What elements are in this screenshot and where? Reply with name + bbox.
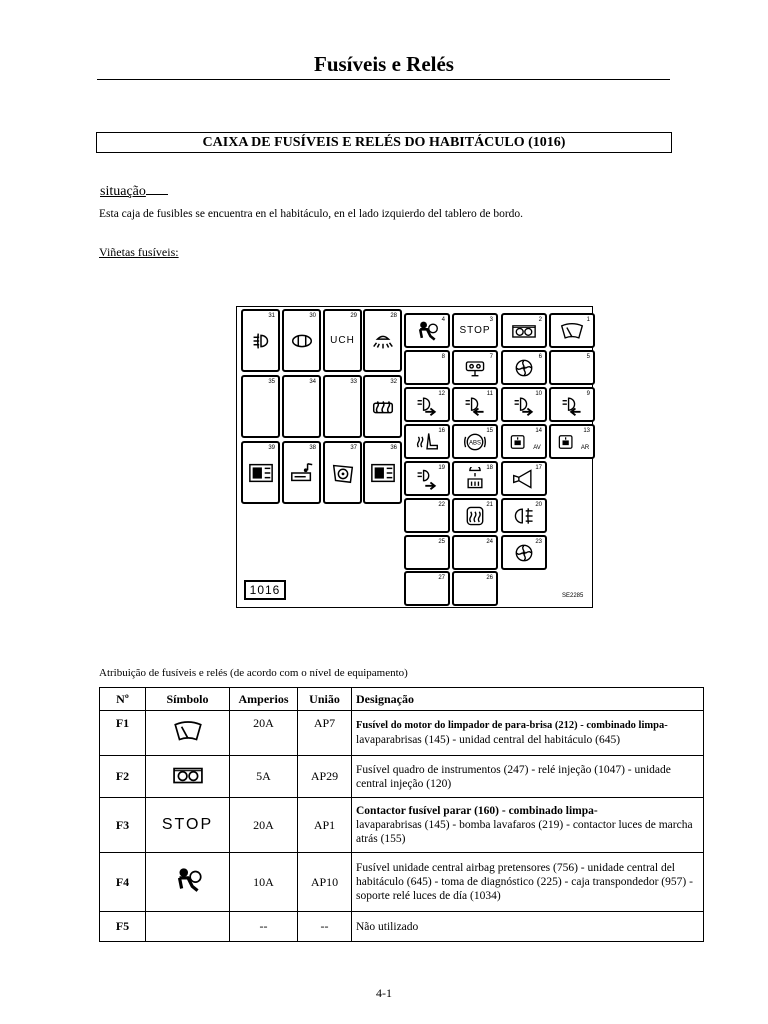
fuse-slot-3 bbox=[452, 313, 498, 348]
table-row bbox=[100, 798, 704, 853]
fuse-number: 14 bbox=[535, 428, 542, 434]
fuse-number: 12 bbox=[438, 391, 445, 397]
fuse-number: 26 bbox=[486, 575, 493, 581]
fuse-union: -- bbox=[298, 912, 352, 942]
designation-text: Fusível unidade central airbag pretensores (756) - unidade central del habitáculo (645) - toma de diagnóstico (225) - caja transpondedor (957) - soporte relé luces de día (1034) bbox=[356, 862, 693, 902]
situation-label: situação bbox=[100, 184, 168, 200]
blank bbox=[406, 573, 448, 604]
fuse-number: 23 bbox=[535, 539, 542, 545]
fuse-slot-12 bbox=[404, 387, 450, 422]
fuse-amperage: 20A bbox=[230, 798, 298, 853]
fuse-number: 25 bbox=[438, 539, 445, 545]
fuse-slot-7 bbox=[452, 350, 498, 385]
fan-icon bbox=[503, 352, 545, 383]
fuse-slot-29 bbox=[323, 309, 362, 372]
fuse-symbol bbox=[146, 798, 230, 853]
fuse-number: 6 bbox=[538, 354, 542, 360]
designation-text: Não utilizado bbox=[356, 920, 419, 933]
blank bbox=[284, 377, 319, 436]
fuse-number: 38 bbox=[309, 445, 316, 451]
stop-label: STOP bbox=[161, 816, 214, 833]
headlamp-washer-icon bbox=[284, 311, 319, 370]
fuse-slot-26 bbox=[452, 571, 498, 606]
fuse-slot-34 bbox=[282, 375, 321, 438]
airbag-icon bbox=[406, 315, 448, 346]
fuse-number: 9 bbox=[586, 391, 590, 397]
fuse-slot-13 bbox=[549, 424, 595, 459]
window-rear-icon: AR bbox=[551, 426, 593, 457]
fuse-number: 10 bbox=[535, 391, 542, 397]
fuse-slot-21 bbox=[452, 498, 498, 533]
windscreen-wiper-icon bbox=[171, 716, 205, 746]
title-divider bbox=[97, 79, 670, 80]
fog-lamp-icon bbox=[243, 311, 278, 370]
fuse-slot-28 bbox=[363, 309, 402, 372]
module-icon bbox=[365, 443, 400, 502]
fuse-slot-10 bbox=[501, 387, 547, 422]
fuse-slot-14 bbox=[501, 424, 547, 459]
blank bbox=[406, 537, 448, 568]
sunroof-icon bbox=[325, 443, 360, 502]
blank bbox=[406, 500, 448, 531]
headlamp-right-icon bbox=[503, 389, 545, 420]
blank bbox=[325, 377, 360, 436]
section-title: CAIXA DE FUSÍVEIS E RELÉS DO HABITÁCULO (1016) bbox=[96, 132, 672, 153]
instrument-panel-icon bbox=[162, 760, 214, 790]
table-row bbox=[100, 711, 704, 756]
table-row bbox=[100, 756, 704, 798]
fuse-designation bbox=[352, 853, 704, 912]
fuse-slot-18 bbox=[452, 461, 498, 496]
horn-icon bbox=[503, 463, 545, 494]
fuse-number: 19 bbox=[438, 465, 445, 471]
fuse-number: 39 bbox=[268, 445, 275, 451]
windscreen-wiper-icon bbox=[551, 315, 593, 346]
fuse-slot-5 bbox=[549, 350, 595, 385]
fuse-slot-9 bbox=[549, 387, 595, 422]
fuse-slot-30 bbox=[282, 309, 321, 372]
fuse-amperage: -- bbox=[230, 912, 298, 942]
fuse-number: 34 bbox=[309, 379, 316, 385]
fuse-slot-37 bbox=[323, 441, 362, 504]
fuse-slot-25 bbox=[404, 535, 450, 570]
hazard-icon bbox=[454, 463, 496, 494]
fuse-assignment-table bbox=[99, 687, 704, 942]
fuse-slot-36 bbox=[363, 441, 402, 504]
fuse-symbol bbox=[146, 756, 230, 798]
vignettes-label: Viñetas fusíveis: bbox=[99, 245, 179, 259]
fuse-union: AP7 bbox=[298, 711, 352, 756]
header-symbol: Símbolo bbox=[146, 688, 230, 711]
fuse-box-diagram bbox=[236, 306, 593, 608]
fuse-id: F3 bbox=[100, 798, 146, 853]
fuse-designation bbox=[352, 912, 704, 942]
fuse-slot-2 bbox=[501, 313, 547, 348]
fuse-id: F1 bbox=[100, 711, 146, 756]
fuse-number: 36 bbox=[390, 445, 397, 451]
fuse-symbol bbox=[146, 711, 230, 756]
fuse-designation bbox=[352, 711, 704, 756]
table-header-row bbox=[100, 688, 704, 711]
indicator-icon bbox=[406, 463, 448, 494]
header-amperes: Amperios bbox=[230, 688, 298, 711]
designation-text: lavaparabrisas (145) - unidad central del habitáculo (645) bbox=[356, 734, 621, 746]
fuse-number: 2 bbox=[538, 317, 542, 323]
fuse-slot-20 bbox=[501, 498, 547, 533]
header-designation: Designação bbox=[352, 688, 704, 711]
blank bbox=[406, 352, 448, 383]
fuse-box-code: 1016 bbox=[244, 580, 286, 600]
window-front-icon: AV bbox=[503, 426, 545, 457]
rear-defrost-icon bbox=[365, 377, 400, 436]
headlamp-left-icon bbox=[551, 389, 593, 420]
fuse-amperage: 5A bbox=[230, 756, 298, 798]
fuse-symbol bbox=[146, 912, 230, 942]
blank bbox=[454, 573, 496, 604]
abs-icon bbox=[454, 426, 496, 457]
fuse-slot-6 bbox=[501, 350, 547, 385]
fuse-slot-16 bbox=[404, 424, 450, 459]
fuse-union: AP10 bbox=[298, 853, 352, 912]
svg-text:ABS: ABS bbox=[468, 440, 482, 447]
fuse-slot-17 bbox=[501, 461, 547, 496]
fuse-union: AP1 bbox=[298, 798, 352, 853]
page-number: 4-1 bbox=[376, 986, 392, 1000]
stop-label: STOP bbox=[459, 325, 491, 336]
fuse-id: F2 bbox=[100, 756, 146, 798]
fuse-slot-11 bbox=[452, 387, 498, 422]
rear-fog-icon bbox=[503, 500, 545, 531]
table-row bbox=[100, 912, 704, 942]
fuse-number: 30 bbox=[309, 313, 316, 319]
uch-label: UCH bbox=[330, 335, 355, 346]
fuse-designation bbox=[352, 756, 704, 798]
fuse-number: 20 bbox=[535, 502, 542, 508]
fuse-number: 24 bbox=[486, 539, 493, 545]
fuse-number: 29 bbox=[350, 313, 357, 319]
fuse-number: 28 bbox=[390, 313, 397, 319]
fuse-slot-8 bbox=[404, 350, 450, 385]
fuse-amperage: 10A bbox=[230, 853, 298, 912]
blank bbox=[454, 537, 496, 568]
diagram-reference: SE2285 bbox=[562, 593, 584, 599]
table-row bbox=[100, 853, 704, 912]
heated-mirror-icon bbox=[454, 500, 496, 531]
fuse-number: 17 bbox=[535, 465, 542, 471]
headlamp-left-icon bbox=[454, 389, 496, 420]
fuse-number: 22 bbox=[438, 502, 445, 508]
page-title: Fusíveis e Relés bbox=[314, 52, 454, 76]
fuse-slot-33 bbox=[323, 375, 362, 438]
fuse-amperage: 20A bbox=[230, 711, 298, 756]
instrument-panel-icon bbox=[503, 315, 545, 346]
table-caption: Atribuição de fusíveis e relés (de acordo com o nível de equipamento) bbox=[99, 667, 408, 679]
fuse-number: 35 bbox=[268, 379, 275, 385]
designation-text: lavaparabrisas (145) - bomba lavafaros (219) - contactor luces de marcha atrás (155) bbox=[356, 819, 693, 845]
fuse-slot-31 bbox=[241, 309, 280, 372]
heated-seat-icon bbox=[406, 426, 448, 457]
fuse-symbol bbox=[146, 853, 230, 912]
designation-text: Fusível quadro de instrumentos (247) - relé injeção (1047) - unidade central injeção (120) bbox=[356, 763, 671, 790]
blank bbox=[551, 352, 593, 383]
fuse-slot-27 bbox=[404, 571, 450, 606]
fuse-slot-32 bbox=[363, 375, 402, 438]
situation-text: Esta caja de fusibles se encuentra en el habitáculo, en el lado izquierdo del tablero de bordo. bbox=[99, 208, 524, 220]
fuse-slot-4 bbox=[404, 313, 450, 348]
fuse-slot-35 bbox=[241, 375, 280, 438]
fuse-slot-23 bbox=[501, 535, 547, 570]
fuse-number: 11 bbox=[486, 391, 493, 397]
blank bbox=[243, 377, 278, 436]
fuse-number: 5 bbox=[586, 354, 590, 360]
headlamp-right-icon bbox=[406, 389, 448, 420]
fuse-number: 4 bbox=[441, 317, 445, 323]
fuse-number: 1 bbox=[586, 317, 590, 323]
designation-bold: Fusível do motor do limpador de para-brisa (212) - combinado limpa- bbox=[356, 720, 668, 731]
fuse-number: 3 bbox=[489, 317, 493, 323]
module-icon bbox=[243, 443, 278, 502]
fuse-slot-38 bbox=[282, 441, 321, 504]
fuse-slot-15 bbox=[452, 424, 498, 459]
fuse-slot-24 bbox=[452, 535, 498, 570]
fuse-number: 13 bbox=[583, 428, 590, 434]
fuse-number: 15 bbox=[486, 428, 493, 434]
fuse-number: 33 bbox=[350, 379, 357, 385]
designation-bold: Contactor fusível parar (160) - combinado limpa- bbox=[356, 805, 598, 817]
radio-icon bbox=[284, 443, 319, 502]
fuse-number: 32 bbox=[390, 379, 397, 385]
fuse-number: 37 bbox=[350, 445, 357, 451]
fuse-number: 27 bbox=[438, 575, 445, 581]
fuse-number: 31 bbox=[268, 313, 275, 319]
fuse-slot-22 bbox=[404, 498, 450, 533]
fuse-id: F5 bbox=[100, 912, 146, 942]
fuse-id: F4 bbox=[100, 853, 146, 912]
fuse-number: 16 bbox=[438, 428, 445, 434]
injection-icon bbox=[454, 352, 496, 383]
airbag-icon bbox=[171, 865, 205, 895]
fuse-number: 8 bbox=[441, 354, 445, 360]
fuse-number: 18 bbox=[486, 465, 493, 471]
fuse-designation bbox=[352, 798, 704, 853]
header-number: Nº bbox=[100, 688, 146, 711]
fuse-slot-19 bbox=[404, 461, 450, 496]
fuse-slot-1 bbox=[549, 313, 595, 348]
fuse-union: AP29 bbox=[298, 756, 352, 798]
fuse-number: 7 bbox=[489, 354, 493, 360]
interior-light-icon bbox=[365, 311, 400, 370]
fan-icon bbox=[503, 537, 545, 568]
header-union: União bbox=[298, 688, 352, 711]
fuse-number: 21 bbox=[486, 502, 493, 508]
fuse-slot-39 bbox=[241, 441, 280, 504]
